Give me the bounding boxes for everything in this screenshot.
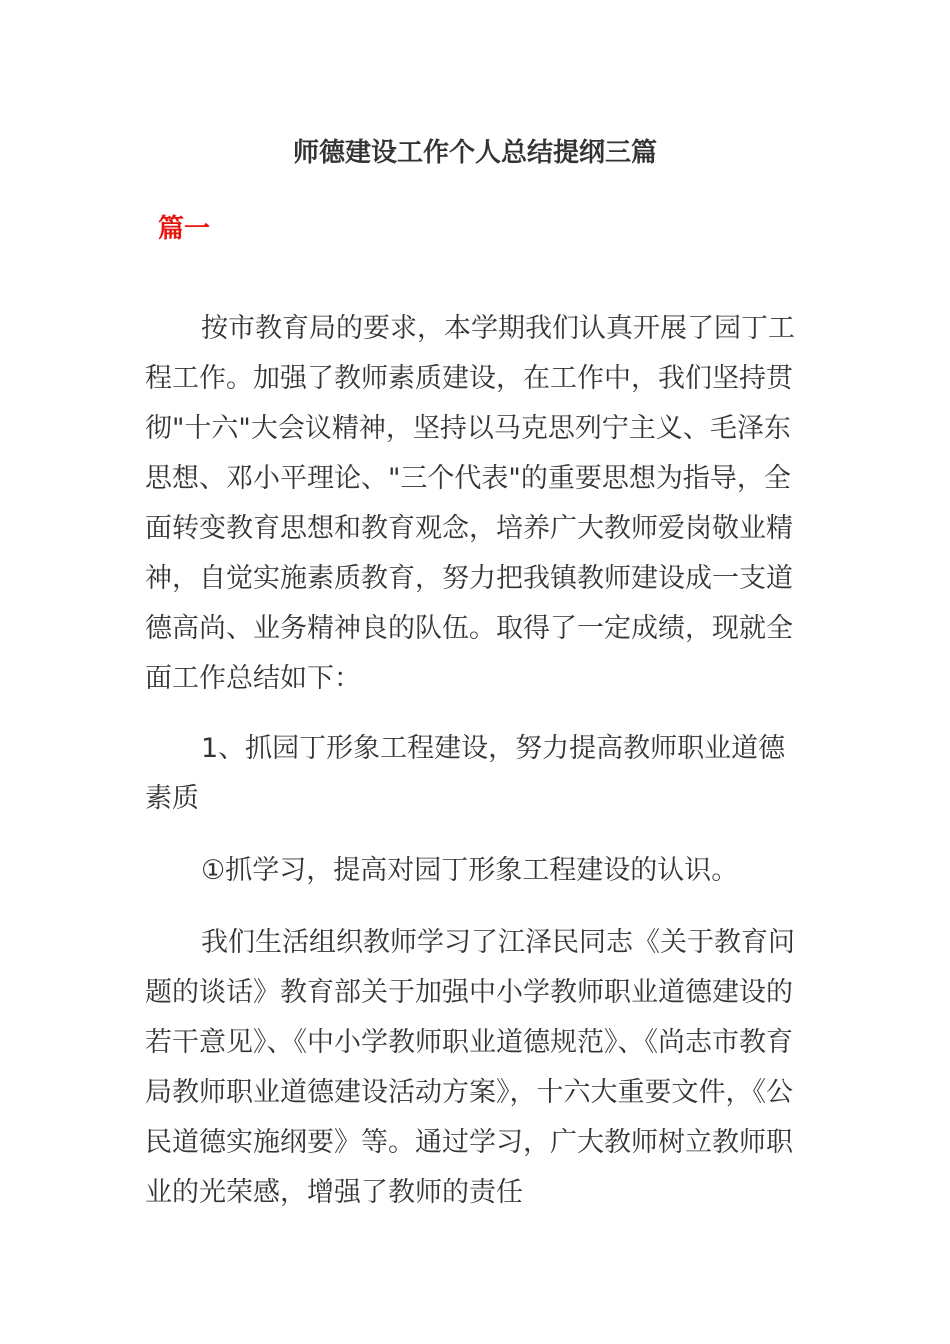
numbered-heading-paragraph: 1、抓园丁形象工程建设，努力提高教师职业道德素质 xyxy=(145,733,786,814)
body-paragraph: 按市教育局的要求，本学期我们认真开展了园丁工程工作。加强了教师素质建设，在工作中，我们坚持贯彻"十六"大会议精神，坚持以马克思列宁主义、毛泽东思想、邓小平理论、"三个代表"的重要思想为指导，全面转变教育思想和教育观念，培养广大教师爱岗敬业精神，自觉实施素质教育，努力把我镇教师建设成一支道德高尚、业务精神良的队伍。取得了一定成绩，现就全面工作总结如下： xyxy=(145,313,795,694)
document-title: 师德建设工作个人总结提纲三篇 xyxy=(292,138,657,168)
body-paragraph: 我们生活组织教师学习了江泽民同志《关于教育问题的谈话》教育部关于加强中小学教师职业道德建设的若干意见》、《中小学教师职业道德规范》、《尚志市教育局教师职业道德建设活动方案》，十六大重要文件，《公民道德实施纲要》等。通过学习，广大教师树立教师职业的光荣感，增强了教师的责任 xyxy=(145,927,795,1208)
section-heading: 篇一 xyxy=(158,214,211,244)
sub-heading-paragraph: ①抓学习，提高对园丁形象工程建设的认识。 xyxy=(201,855,739,886)
